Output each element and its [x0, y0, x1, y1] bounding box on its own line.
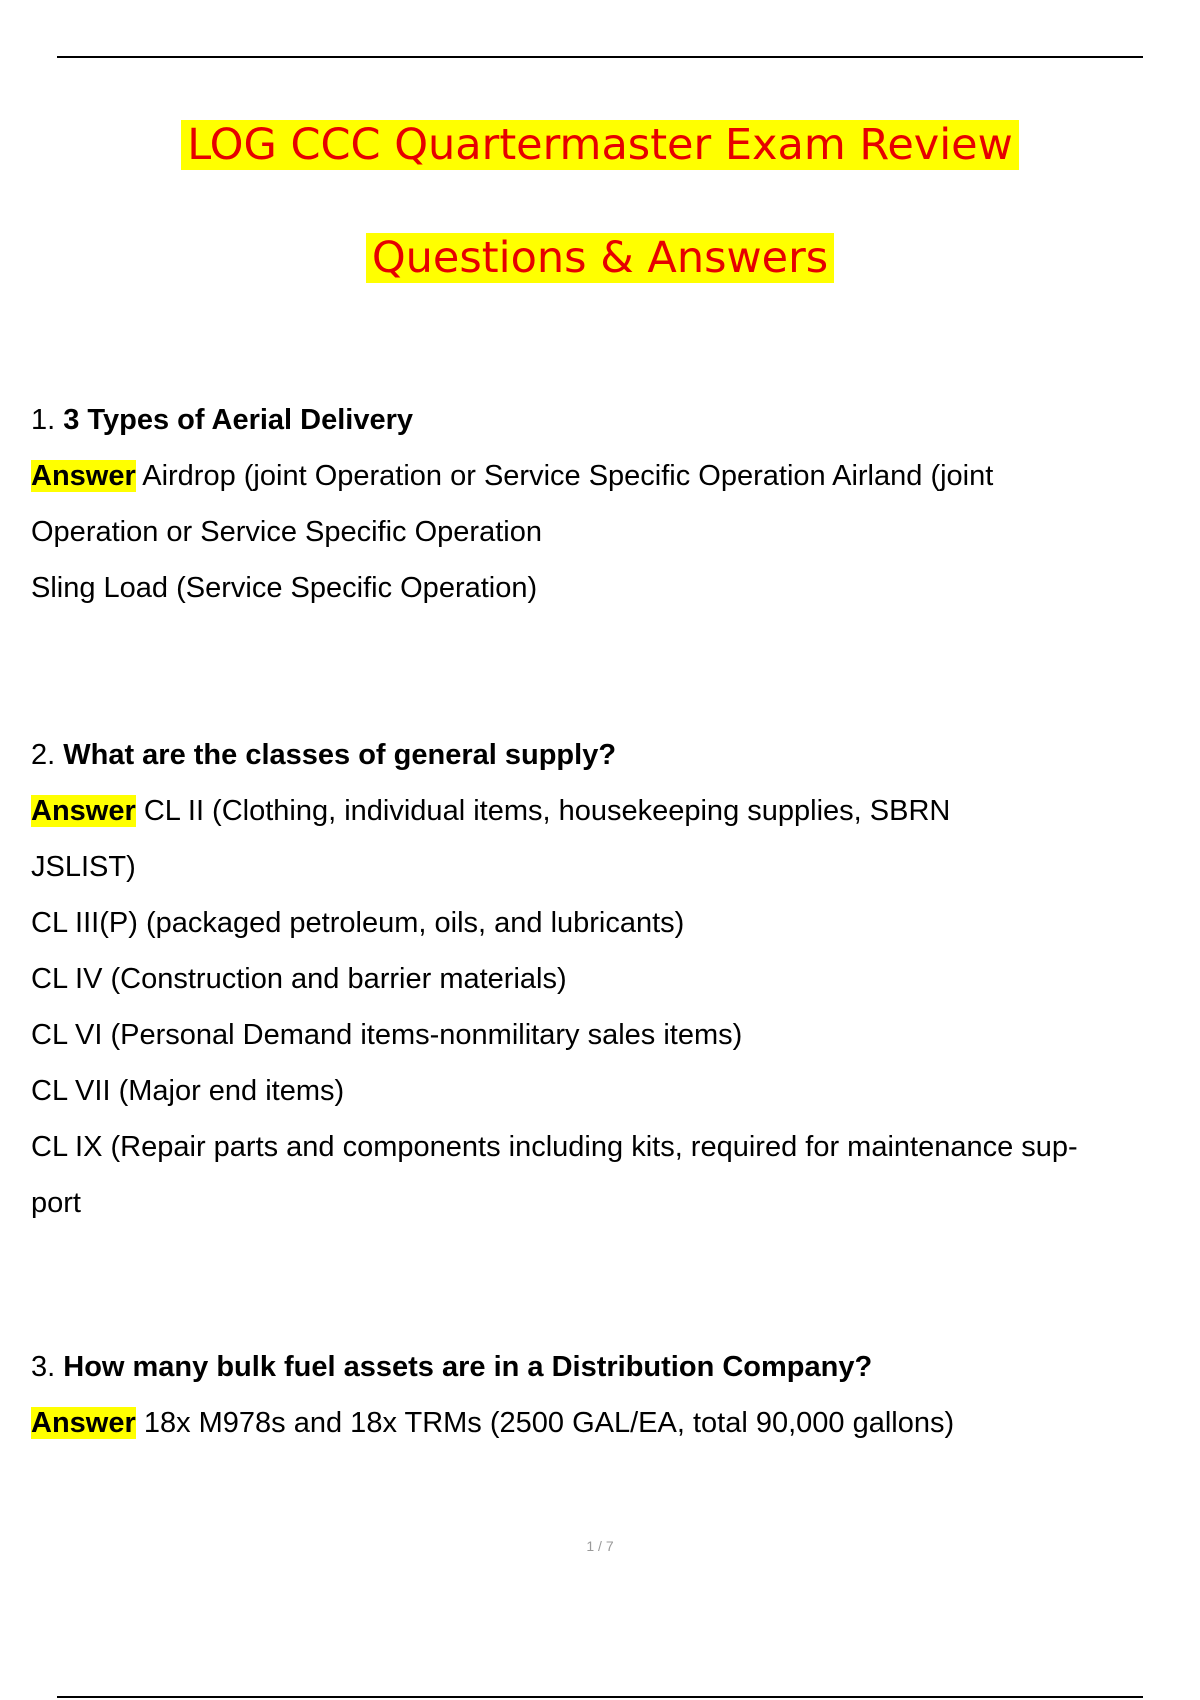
answer-text: 18x M978s and 18x TRMs (2500 GAL/EA, total 90,000 gallons)	[143, 1407, 955, 1439]
question-text: How many bulk fuel assets are in a Distribution Company?	[63, 1351, 873, 1383]
answer-line	[31, 448, 1191, 504]
question-number: 3.	[31, 1351, 56, 1383]
question-heading	[31, 392, 1191, 448]
question-block-3	[31, 1339, 1191, 1451]
answer-line: CL VI (Personal Demand items-nonmilitary sales items)	[31, 1019, 743, 1051]
question-text: 3 Types of Aerial Delivery	[63, 404, 414, 436]
document-title-line-1	[0, 108, 1200, 182]
answer-line: JSLIST)	[31, 851, 136, 883]
answer-label: Answer	[31, 1407, 136, 1439]
answer-line: CL VII (Major end items)	[31, 1075, 345, 1107]
question-block-1	[31, 392, 1191, 616]
question-heading	[31, 727, 1191, 783]
answer-label: Answer	[31, 795, 136, 827]
answer-label: Answer	[31, 460, 136, 492]
answer-line: port	[31, 1187, 81, 1219]
answer-line	[31, 1395, 1191, 1451]
bottom-divider	[57, 1696, 1143, 1698]
page-indicator: 1 / 7	[586, 1538, 614, 1554]
question-text: What are the classes of general supply?	[63, 739, 617, 771]
title-highlight-1: LOG CCC Quartermaster Exam Review	[181, 120, 1019, 170]
answer-line: Sling Load (Service Specific Operation)	[31, 572, 538, 604]
title-highlight-2: Questions & Answers	[366, 233, 834, 283]
question-number: 2.	[31, 739, 56, 771]
answer-line: CL IX (Repair parts and components including kits, required for maintenance sup-	[31, 1131, 1078, 1163]
answer-line: CL III(P) (packaged petroleum, oils, and lubricants)	[31, 907, 685, 939]
top-divider	[57, 56, 1143, 58]
question-block-2	[31, 727, 1191, 1231]
answer-text: Airdrop (joint Operation or Service Specific Operation Airland (joint	[142, 460, 994, 492]
answer-line: Operation or Service Specific Operation	[31, 516, 542, 548]
question-heading	[31, 1339, 1191, 1395]
answer-text: CL II (Clothing, individual items, housekeeping supplies, SBRN	[143, 795, 951, 827]
answer-line	[31, 783, 1191, 839]
answer-line: CL IV (Construction and barrier materials)	[31, 963, 567, 995]
document-title-line-2	[0, 221, 1200, 295]
question-number: 1.	[31, 404, 56, 436]
